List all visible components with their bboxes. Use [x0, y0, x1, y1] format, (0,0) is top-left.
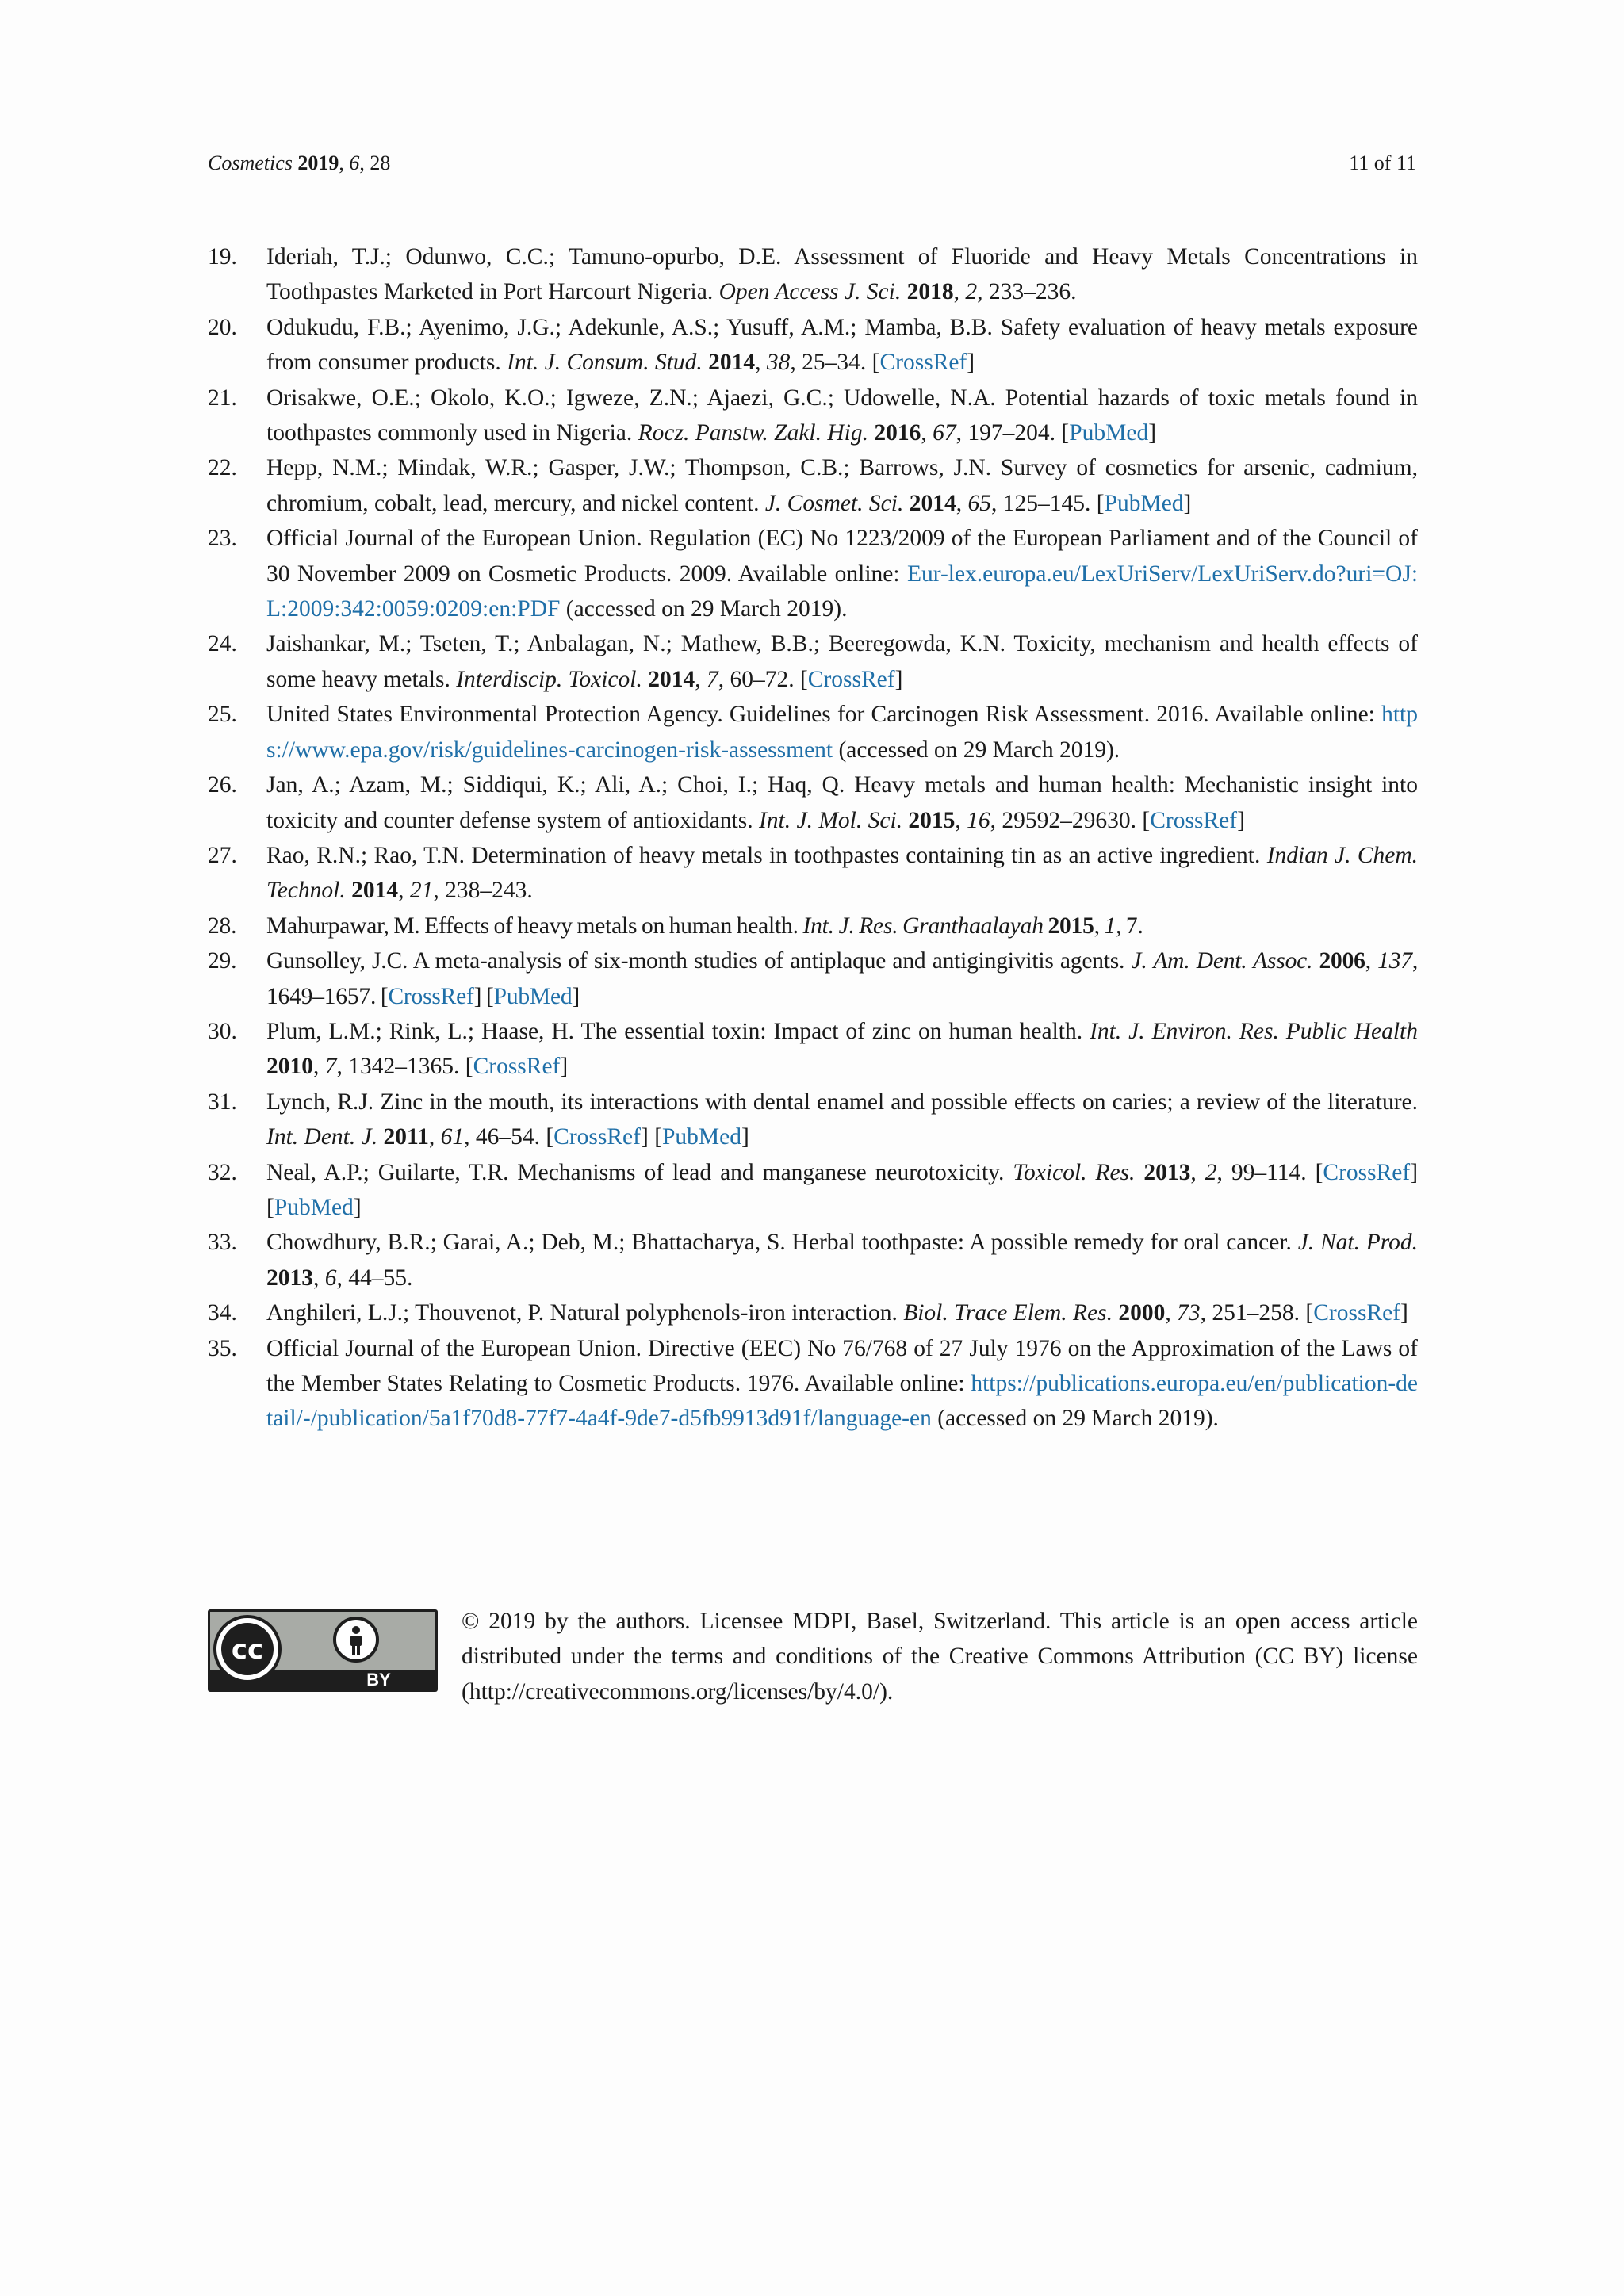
reference-number: 34. — [208, 1300, 237, 1326]
reference-journal: Indian J. Chem. Technol. — [266, 842, 1419, 904]
reference-text: Hepp, N.M.; Mindak, W.R.; Gasper, J.W.; Thompson, C.B.; Barrows, J.N. Survey of cosmetics for arsenic, cadmium, chromium, cobalt, lead, mercury, and nickel content. — [266, 455, 1418, 516]
reference-volume: 7 — [324, 1054, 337, 1080]
reference-pages: 238–243. — [445, 878, 533, 904]
reference-journal: Interdiscip. Toxicol. — [456, 666, 642, 692]
reference-number: 33. — [208, 1230, 237, 1256]
reference-number: 35. — [208, 1335, 237, 1361]
journal-volume: 6 — [349, 151, 360, 174]
reference-journal: Int. J. Consum. Stud. — [507, 350, 703, 376]
reference-item: 30. Plum, L.M.; Rink, L.; Haase, H. The essential toxin: Impact of zinc on human health. Int. J. Environ. Res. Public Health 2010, 7, 1342–1365. [CrossRef] — [208, 1014, 1418, 1085]
cc-by-label: BY — [366, 1670, 391, 1689]
reference-pages: 29592–29630. — [1002, 807, 1137, 833]
reference-pages: 46–54. — [475, 1124, 540, 1150]
reference-volume: 1 — [1104, 913, 1116, 939]
reference-year: 2013 — [266, 1265, 313, 1291]
crossref-link[interactable]: CrossRef — [1150, 807, 1238, 833]
journal-name: Cosmetics — [208, 151, 293, 174]
reference-item — [208, 1331, 1418, 1437]
reference-volume: 2 — [1205, 1159, 1217, 1185]
reference-pages: 251–258. — [1212, 1300, 1300, 1326]
reference-item: 28. Mahurpawar, M. Effects of heavy metals on human health. Int. J. Res. Granthaalayah 2015, 1, 7. — [208, 909, 1418, 943]
crossref-link[interactable]: CrossRef — [388, 983, 474, 1009]
reference-accessed: (accessed on 29 March 2019). — [838, 737, 1120, 763]
reference-text: Official Journal of the European Union. Regulation (EC) No 1223/2009 of the European Parliament and of the Council of 30 November 2009 on Cosmetic Products. 2009. Available online: — [266, 526, 1418, 587]
reference-text: Ideriah, T.J.; Odunwo, C.C.; Tamuno-opurbo, D.E. Assessment of Fluoride and Heavy Metals Concentrations in Toothpastes Marketed in Port Harcourt Nigeria. — [266, 244, 1418, 305]
reference-number: 30. — [208, 1018, 237, 1044]
reference-item: 26. Jan, A.; Azam, M.; Siddiqui, K.; Ali, A.; Choi, I.; Haq, Q. Heavy metals and human health: Mechanistic insight into toxicity and counter defense system of antioxidants. Int. J. Mol. Sci. 2015, 16, 29592–29630. [CrossRef] — [208, 767, 1418, 838]
reference-text: Odukudu, F.B.; Ayenimo, J.G.; Adekunle, A.S.; Yusuff, A.M.; Mamba, B.B. Safety evaluation of heavy metals exposure from consumer products. — [266, 314, 1418, 376]
reference-item: 33. Chowdhury, B.R.; Garai, A.; Deb, M.; Bhattacharya, S. Herbal toothpaste: A possible remedy for oral cancer. J. Nat. Prod. 2013, 6, 44–55. — [208, 1225, 1418, 1295]
reference-item — [208, 521, 1418, 626]
reference-number: 19. — [208, 244, 237, 270]
reference-accessed: (accessed on 29 March 2019). — [937, 1406, 1219, 1432]
reference-volume: 7 — [706, 666, 718, 692]
reference-number: 26. — [208, 772, 237, 798]
reference-item: 20. Odukudu, F.B.; Ayenimo, J.G.; Adekunle, A.S.; Yusuff, A.M.; Mamba, B.B. Safety evaluation of heavy metals exposure from consumer products. Int. J. Consum. Stud. 2014, 38, 25–34. [CrossRef] — [208, 310, 1418, 381]
crossref-link[interactable]: CrossRef — [473, 1054, 561, 1080]
reference-pages: 125–145. — [1002, 490, 1091, 516]
reference-accessed: (accessed on 29 March 2019). — [565, 596, 848, 622]
reference-text: Jaishankar, M.; Tseten, T.; Anbalagan, N.; Mathew, B.B.; Beeregowda, K.N. Toxicity, mechanism and health effects of some heavy metals. — [266, 631, 1418, 692]
crossref-link[interactable]: CrossRef — [807, 666, 895, 692]
page-indicator: 11 of 11 — [1349, 151, 1416, 174]
reference-text: Chowdhury, B.R.; Garai, A.; Deb, M.; Bhattacharya, S. Herbal toothpaste: A possible remedy for oral cancer. — [266, 1230, 1292, 1256]
reference-item: 34. Anghileri, L.J.; Thouvenot, P. Natural polyphenols-iron interaction. Biol. Trace Elem. Res. 2000, 73, 251–258. [CrossRef] — [208, 1295, 1418, 1330]
reference-volume: 38 — [766, 350, 791, 376]
journal-citation: Cosmetics 2019, 6, 28 — [208, 151, 391, 174]
reference-item: 24. Jaishankar, M.; Tseten, T.; Anbalagan, N.; Mathew, B.B.; Beeregowda, K.N. Toxicity, mechanism and health effects of some heavy metals. Interdiscip. Toxicol. 2014, 7, 60–72. [CrossRef] — [208, 626, 1418, 697]
reference-pages: 233–236. — [988, 279, 1077, 305]
reference-text: Gunsolley, J.C. A meta-analysis of six-month studies of antiplaque and antigingivitis agents. — [266, 948, 1125, 974]
reference-pages: 197–204. — [967, 420, 1056, 446]
reference-year: 2010 — [266, 1054, 313, 1080]
reference-pages: 44–55. — [348, 1265, 413, 1291]
crossref-link[interactable]: CrossRef — [553, 1124, 641, 1150]
reference-volume: 67 — [933, 420, 956, 446]
reference-number: 23. — [208, 526, 237, 552]
reference-text: Jan, A.; Azam, M.; Siddiqui, K.; Ali, A.; Choi, I.; Haq, Q. Heavy metals and human health: Mechanistic insight into toxicity and counter defense system of antioxidants. — [266, 772, 1418, 833]
svg-text:cc: cc — [231, 1634, 264, 1666]
reference-item: 31. Lynch, R.J. Zinc in the mouth, its interactions with dental enamel and possible effects on caries; a review of the literature. Int. Dent. J. 2011, 61, 46–54. [CrossRef] [PubMed] — [208, 1085, 1418, 1155]
reference-item: 19. Ideriah, T.J.; Odunwo, C.C.; Tamuno-opurbo, D.E. Assessment of Fluoride and Heavy Metals Concentrations in Toothpastes Marketed in Port Harcourt Nigeria. Open Access J. Sci. 2018, 2, 233–236. — [208, 239, 1418, 310]
reference-volume: 16 — [967, 807, 990, 833]
reference-journal: Int. J. Res. Granthaalayah — [802, 913, 1044, 939]
reference-year: 2018 — [906, 279, 954, 305]
crossref-link[interactable]: CrossRef — [1313, 1300, 1401, 1326]
reference-number: 27. — [208, 842, 237, 868]
pubmed-link[interactable]: PubMed — [1104, 490, 1184, 516]
reference-pages: 99–114. — [1231, 1159, 1307, 1185]
reference-journal: J. Nat. Prod. — [1297, 1230, 1419, 1256]
reference-volume: 73 — [1177, 1300, 1201, 1326]
reference-year: 2016 — [874, 420, 921, 446]
reference-journal: Toxicol. Res. — [1013, 1159, 1136, 1185]
reference-journal: J. Am. Dent. Assoc. — [1131, 948, 1313, 974]
reference-item: 21. Orisakwe, O.E.; Okolo, K.O.; Igweze, Z.N.; Ajaezi, G.C.; Udowelle, N.A. Potential hazards of toxic metals found in toothpastes commonly used in Nigeria. Rocz. Panstw. Zakl. Hig. 2016, 67, 197–204. [PubMed] — [208, 381, 1418, 451]
reference-number: 25. — [208, 702, 237, 728]
reference-year: 2000 — [1118, 1300, 1166, 1326]
reference-volume: 21 — [409, 878, 434, 904]
reference-pages: 7. — [1125, 913, 1143, 939]
reference-year: 2014 — [648, 666, 695, 692]
reference-volume: 61 — [440, 1124, 465, 1150]
running-head — [208, 149, 1416, 178]
reference-journal: J. Cosmet. Sci. — [764, 490, 904, 516]
reference-text: Orisakwe, O.E.; Okolo, K.O.; Igweze, Z.N.; Ajaezi, G.C.; Udowelle, N.A. Potential hazards of toxic metals found in toothpastes commonly used in Nigeria. — [266, 385, 1418, 446]
reference-volume: 65 — [967, 490, 991, 516]
reference-text: Neal, A.P.; Guilarte, T.R. Mechanisms of lead and manganese neurotoxicity. — [266, 1159, 1005, 1185]
reference-journal: Int. J. Mol. Sci. — [758, 807, 903, 833]
reference-url-link[interactable]: Eur-lex.europa.eu/LexUriServ/LexUriServ.do?uri=OJ:L:2009:342:0059:0209:en:PDF — [266, 561, 1419, 622]
reference-pages: 25–34. — [802, 350, 867, 376]
reference-number: 31. — [208, 1089, 237, 1115]
reference-year: 2011 — [383, 1124, 429, 1150]
reference-text: Mahurpawar, M. Effects of heavy metals on human health. — [266, 913, 799, 939]
reference-number: 32. — [208, 1159, 237, 1185]
cc-by-badge[interactable] — [208, 1609, 438, 1692]
reference-volume: 2 — [965, 279, 978, 305]
reference-text: Official Journal of the European Union. Directive (EEC) No 76/768 of 27 July 1976 on the Approximation of the Laws of the Member States Relating to Cosmetic Products. 1976. Available online: — [266, 1335, 1418, 1396]
license-text: © 2019 by the authors. Licensee MDPI, Basel, Switzerland. This article is an open access article distributed under the terms and conditions of the Creative Commons Attribution (CC BY) license (http://creativecommons.org/licenses/by/4.0/). — [462, 1609, 1418, 1705]
reference-volume: 6 — [324, 1265, 337, 1291]
reference-text: Rao, R.N.; Rao, T.N. Determination of heavy metals in toothpastes containing tin as an active ingredient. — [266, 842, 1261, 868]
reference-journal: Int. J. Environ. Res. Public Health — [1090, 1018, 1419, 1044]
reference-text: Lynch, R.J. Zinc in the mouth, its interactions with dental enamel and possible effects on caries; a review of the literature. — [266, 1089, 1418, 1115]
reference-journal: Open Access J. Sci. — [718, 279, 902, 305]
pubmed-link[interactable]: PubMed — [493, 983, 573, 1009]
journal-year: 2019 — [297, 151, 339, 174]
reference-number: 24. — [208, 631, 237, 657]
reference-pages: 1342–1365. — [348, 1054, 460, 1080]
pubmed-link[interactable]: PubMed — [1069, 420, 1149, 446]
reference-journal: Int. Dent. J. — [266, 1124, 378, 1150]
reference-year: 2006 — [1319, 948, 1365, 974]
reference-item: 32. Neal, A.P.; Guilarte, T.R. Mechanisms of lead and manganese neurotoxicity. Toxicol. Res. 2013, 2, 99–114. [CrossRef] [PubMed] — [208, 1155, 1418, 1226]
reference-year: 2014 — [708, 350, 756, 376]
reference-year: 2014 — [909, 490, 956, 516]
reference-item: 22. Hepp, N.M.; Mindak, W.R.; Gasper, J.W.; Thompson, C.B.; Barrows, J.N. Survey of cosmetics for arsenic, cadmium, chromium, cobalt, lead, mercury, and nickel content. J. Cosmet. Sci. 2014, 65, 125–145. [PubMed] — [208, 450, 1418, 521]
reference-item: 29. Gunsolley, J.C. A meta-analysis of six-month studies of antiplaque and antigingivitis agents. J. Am. Dent. Assoc. 2006, 137, 1649–1657. [CrossRef] [PubMed] — [208, 943, 1418, 1014]
crossref-link[interactable]: CrossRef — [1323, 1159, 1411, 1185]
reference-number: 20. — [208, 314, 237, 340]
reference-number: 28. — [208, 913, 237, 939]
reference-text: Anghileri, L.J.; Thouvenot, P. Natural polyphenols-iron interaction. — [266, 1300, 898, 1326]
reference-pages: 60–72. — [730, 666, 795, 692]
crossref-link[interactable]: CrossRef — [879, 350, 967, 376]
reference-url-link[interactable]: https://publications.europa.eu/en/publication-detail/-/publication/5a1f70d8-77f7-4a4f-9de7-d5fb9913d91f/language-en — [266, 1371, 1418, 1432]
reference-year: 2013 — [1143, 1159, 1191, 1185]
reference-volume: 137 — [1377, 948, 1412, 974]
pubmed-link[interactable]: PubMed — [274, 1194, 354, 1220]
reference-text: Plum, L.M.; Rink, L.; Haase, H. The essential toxin: Impact of zinc on human health. — [266, 1018, 1083, 1044]
reference-item — [208, 697, 1418, 767]
reference-journal: Rocz. Panstw. Zakl. Hig. — [638, 420, 869, 446]
reference-text: United States Environmental Protection Agency. Guidelines for Carcinogen Risk Assessment. 2016. Available online: — [266, 702, 1375, 728]
license-block — [208, 1604, 1418, 1709]
reference-number: 29. — [208, 948, 237, 974]
reference-pages: 1649–1657. — [266, 983, 377, 1009]
reference-number: 21. — [208, 385, 237, 411]
reference-year: 2015 — [908, 807, 956, 833]
reference-year: 2015 — [1048, 913, 1094, 939]
reference-journal: Biol. Trace Elem. Res. — [903, 1300, 1113, 1326]
reference-number: 22. — [208, 455, 237, 481]
reference-url-link[interactable]: https://www.epa.gov/risk/guidelines-carcinogen-risk-assessment — [266, 702, 1419, 763]
pubmed-link[interactable]: PubMed — [662, 1124, 741, 1150]
reference-list — [208, 239, 1418, 1437]
reference-year: 2014 — [351, 878, 399, 904]
reference-item: 27. Rao, R.N.; Rao, T.N. Determination of heavy metals in toothpastes containing tin as an active ingredient. Indian J. Chem. Technol. 2014, 21, 238–243. — [208, 838, 1418, 909]
article-number: 28 — [370, 151, 391, 174]
